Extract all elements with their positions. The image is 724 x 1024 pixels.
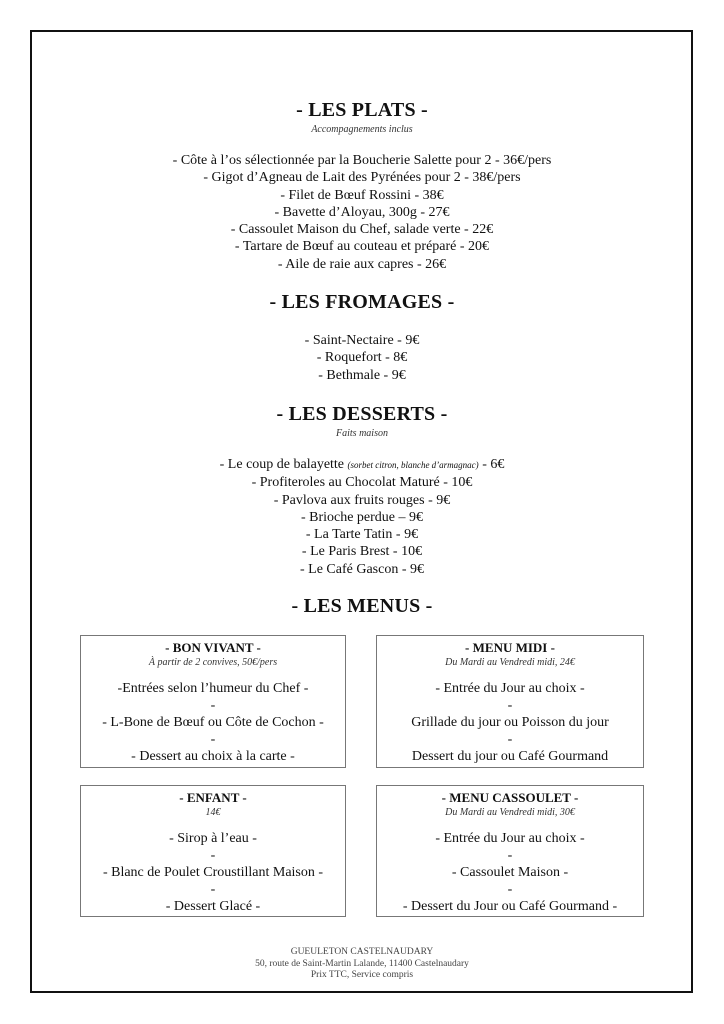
plats-subtitle: Accompagnements inclus: [311, 124, 413, 135]
list-item: - Tartare de Bœuf au couteau et préparé - 20€: [234, 239, 490, 255]
list-item: - Pavlova aux fruits rouges - 9€: [273, 492, 451, 508]
menu-line: - Dessert Glacé -: [165, 899, 261, 914]
list-item: [0, 456, 724, 474]
menu-line: - L-Bone de Bœuf ou Côte de Cochon -: [102, 715, 324, 730]
menu-line: - Dessert au choix à la carte -: [131, 749, 295, 764]
list-item: - Le Paris Brest - 10€: [301, 544, 423, 560]
menu-box-lines: [377, 830, 643, 915]
menu-line: -: [210, 848, 216, 863]
menu-box-cassoulet: [376, 785, 644, 917]
list-item: - Cassoulet Maison du Chef, salade verte - 22€: [230, 222, 494, 238]
menu-line: -: [210, 732, 216, 747]
menu-line: -: [507, 732, 513, 747]
menu-box-lines: [377, 680, 643, 765]
menu-line: - Entrée du Jour au choix -: [435, 831, 585, 846]
desserts-subtitle: Faits maison: [336, 428, 388, 439]
menu-line: -: [507, 882, 513, 897]
menu-line: - Blanc de Poulet Croustillant Maison -: [102, 865, 324, 880]
list-item: - Profiteroles au Chocolat Maturé - 10€: [251, 475, 473, 491]
menu-box-title: - ENFANT -: [179, 790, 247, 805]
menu-box-midi: [376, 635, 644, 768]
menu-line: - Dessert du Jour ou Café Gourmand -: [402, 899, 618, 914]
menu-box-bon-vivant: [80, 635, 346, 768]
list-item: - Le Café Gascon - 9€: [299, 561, 424, 577]
list-item: - Côte à l’os sélectionnée par la Boucherie Salette pour 2 - 36€/pers: [172, 153, 552, 168]
menu-box-subtitle: À partir de 2 convives, 50€/pers: [148, 657, 278, 668]
menu-box-lines: [81, 680, 345, 765]
menu-line: - Sirop à l’eau -: [169, 831, 257, 846]
menu-box-subtitle: Du Mardi au Vendredi midi, 24€: [445, 657, 575, 668]
dessert-price: - 6€: [482, 457, 505, 472]
list-item: - Roquefort - 8€: [316, 350, 408, 366]
list-item: - Bethmale - 9€: [318, 367, 406, 383]
footer: [0, 947, 724, 982]
list-item: - La Tarte Tatin - 9€: [305, 527, 419, 543]
menu-box-enfant: [80, 785, 346, 917]
menu-box-lines: [81, 830, 345, 915]
dessert-name: - Le coup de balayette: [219, 457, 345, 472]
menu-line: - Cassoulet Maison -: [451, 865, 569, 880]
list-item: - Aile de raie aux capres - 26€: [277, 256, 447, 272]
menu-line: Grillade du jour ou Poisson du jour: [411, 715, 609, 730]
plats-list: [0, 152, 724, 273]
menu-line: -Entrées selon l’humeur du Chef -: [117, 681, 309, 696]
menu-line: - Entrée du Jour au choix -: [435, 681, 585, 696]
desserts-list: [0, 456, 724, 578]
fromages-title: - LES FROMAGES -: [269, 291, 455, 313]
menu-line: -: [210, 882, 216, 897]
fromages-list: [0, 332, 724, 384]
menu-line: -: [210, 698, 216, 713]
menus-title: - LES MENUS -: [291, 595, 433, 617]
menu-box-subtitle: 14€: [205, 807, 221, 818]
menu-box-title: - MENU MIDI -: [465, 640, 555, 655]
list-item: - Bavette d’Aloyau, 300g - 27€: [274, 204, 450, 220]
list-item: - Brioche perdue – 9€: [300, 509, 424, 525]
footer-note: Prix TTC, Service compris: [310, 970, 414, 980]
menu-box-title: - BON VIVANT -: [165, 640, 261, 655]
menu-line: Dessert du jour ou Café Gourmand: [411, 749, 609, 764]
desserts-title: - LES DESSERTS -: [276, 403, 448, 425]
plats-title: - LES PLATS -: [296, 99, 428, 121]
dessert-detail: (sorbet citron, blanche d’armagnac): [347, 460, 479, 470]
footer-address: 50, route de Saint-Martin Lalande, 11400 Castelnaudary: [255, 958, 469, 969]
list-item: - Filet de Bœuf Rossini - 38€: [280, 187, 444, 203]
list-item: - Saint-Nectaire - 9€: [304, 333, 420, 348]
list-item: - Gigot d’Agneau de Lait des Pyrénées pour 2 - 38€/pers: [203, 170, 521, 186]
menu-box-subtitle: Du Mardi au Vendredi midi, 30€: [445, 807, 575, 818]
footer-name: GUEULETON CASTELNAUDARY: [290, 947, 434, 957]
menu-line: -: [507, 698, 513, 713]
menu-line: -: [507, 848, 513, 863]
menu-box-title: - MENU CASSOULET -: [441, 790, 579, 805]
